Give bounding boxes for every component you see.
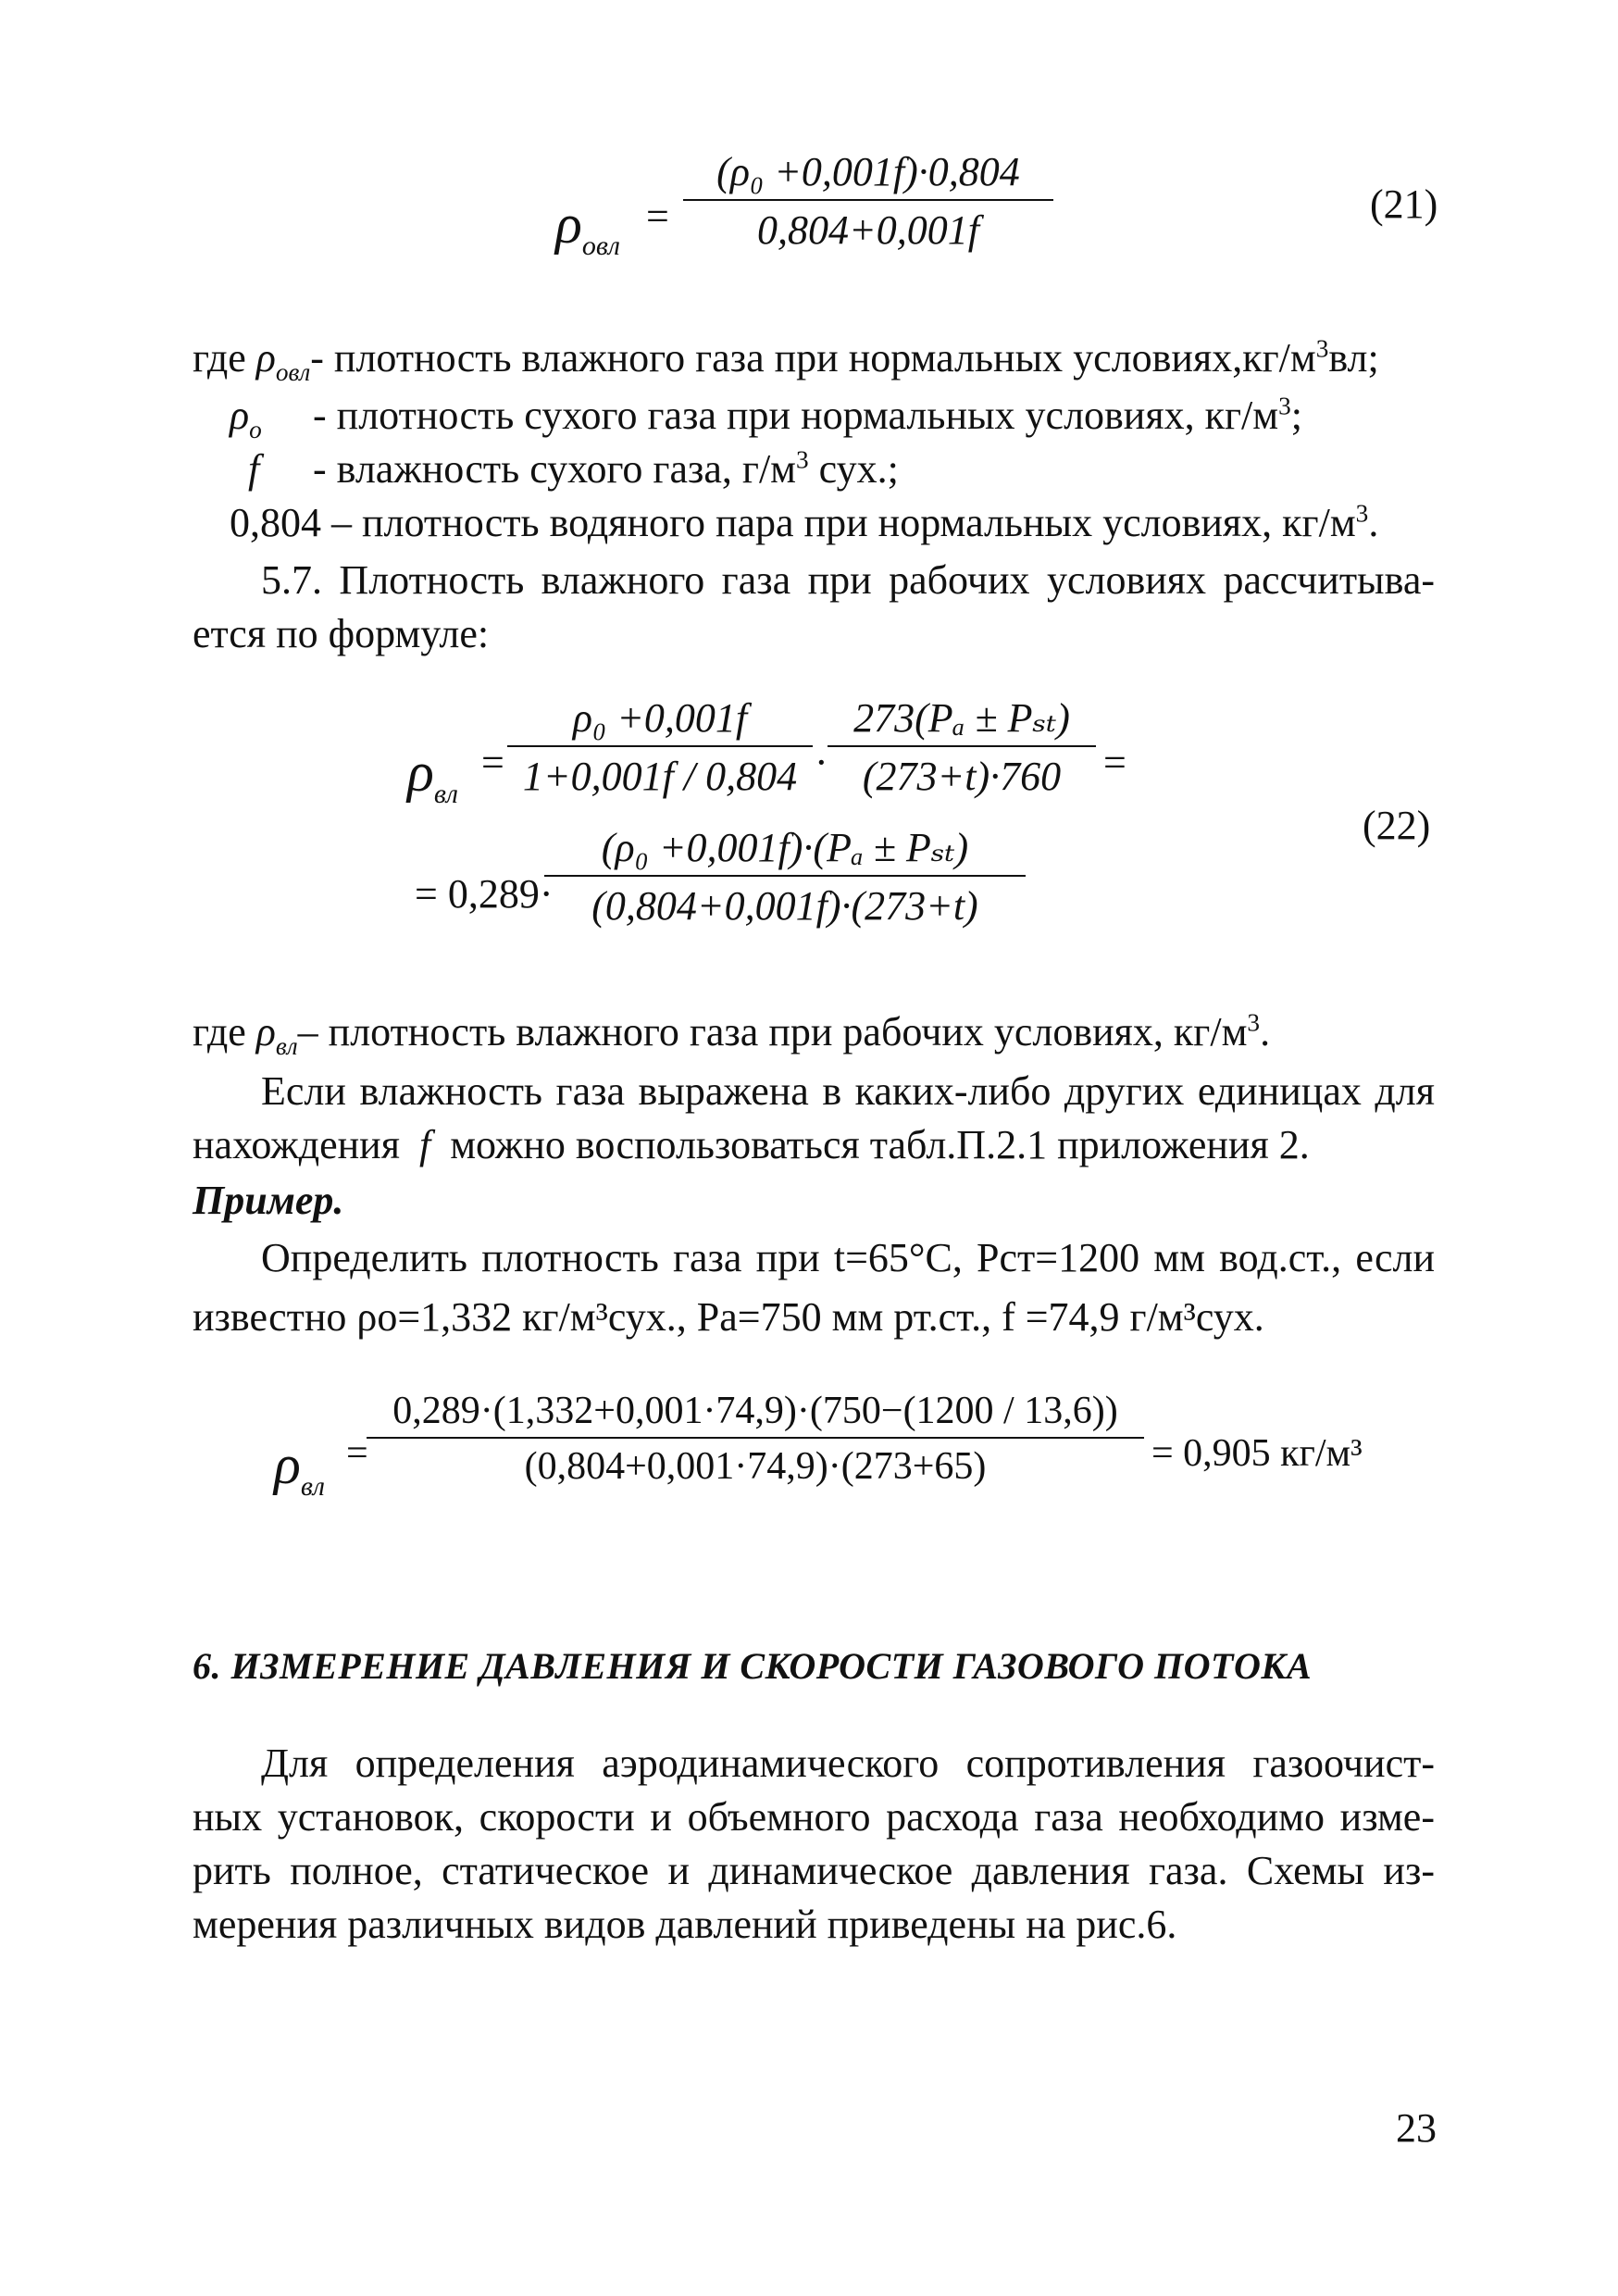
def-row: 0,804 – плотность водяного пара при нормальных условиях, $кг/м^3$. <box>230 499 1379 545</box>
eq21-denominator: 0,804+0,001f <box>757 207 979 253</box>
example-eq-lhs: $\rho_{вл}$ <box>274 1434 325 1502</box>
example-eq-fraction: $\frac{0,289\cdot(1,332+0,001\cdot 74,9)\cdot(750-(1200 / 13,6))}{(0,804+0,001\cdot 74,9)\cdot(273+65)}$ <box>367 1389 1144 1489</box>
where1-text: - плотность влажного газа при нормальных условиях,кг/м <box>310 335 1316 381</box>
eq22-trailing-equals: = <box>1103 740 1126 785</box>
eq21-lhs-sub: овл <box>581 231 620 261</box>
eq22-fraction-2: 273(Pₐ ± Pₛₜ) (273+t)·760 <box>828 694 1096 800</box>
eq21-numerator: (ρ₀ +0,001f)·0,804 <box>683 148 1053 201</box>
where-line-1 <box>193 331 1433 385</box>
def-symbol: $\rho_о$ <box>230 393 262 443</box>
section-6-line-1: Для определения аэродинамического сопротивления газоочист- <box>261 1741 1435 1786</box>
def-symbol: f <box>248 446 260 492</box>
moisture-paragraph-line-1: Если влажность газа выражена в каких-либо других единицах для <box>261 1068 1435 1114</box>
def-symbol: 0,804 <box>230 500 321 545</box>
equation-22 <box>0 685 1618 981</box>
def-row: f - влажность сухого газа, $г/м^3$ сух.; <box>248 443 899 496</box>
paragraph-5-7-line-1: 5.7. Плотность влажного газа при рабочих условиях рассчитыва- <box>261 557 1435 603</box>
example-eq-equals: = <box>346 1432 368 1475</box>
paragraph-5-7-line-2: ется по формуле: <box>193 611 490 656</box>
eq22-equals: = <box>481 740 504 785</box>
moisture-paragraph-line-2: нахождения f можно воспользоваться табл.П.2.1 приложения 2. <box>193 1122 1310 1167</box>
eq21-lhs-symbol: ρ <box>555 193 582 255</box>
example-line-2: известно ρо=1,332 кг/м³сух., Pа=750 мм рт.ст., f =74,9 г/м³сух. <box>193 1294 1264 1340</box>
eq21-fraction <box>683 148 1053 254</box>
example-title: Пример. <box>193 1178 344 1223</box>
where-line-2: где $\rho_{вл}-$ плотность влажного газа при рабочих условиях, $кг/м^3$. <box>193 1008 1271 1060</box>
eq22-fraction-3: (ρ₀ +0,001f)·(Pₐ ± Pₛₜ) (0,804+0,001f)·(273+t) <box>544 824 1026 930</box>
eq22-fraction-1: $\frac{\text{ρ₀ +0,001f}}{1+0,001f / 0,804}$ <box>507 694 813 800</box>
example-equation <box>0 1379 1618 1528</box>
section-6-line-3: рить полное, статическое и динамическое давления газа. Схемы из- <box>193 1848 1435 1893</box>
eq21-lhs <box>555 193 620 261</box>
example-eq-result: = 0,905 кг/м³ <box>1151 1432 1363 1475</box>
where2-symbol: $\rho_{вл}$ <box>255 1009 298 1060</box>
eq22-dot: · <box>815 740 828 785</box>
where1-sup: 3 <box>1315 334 1329 363</box>
equation-21 <box>0 139 1618 287</box>
where1-tail: вл; <box>1328 335 1379 381</box>
eq22-line2-prefix: = 0,289· <box>415 871 554 917</box>
where1-symbol: $\rho_{овл}$ <box>255 335 311 386</box>
eq21-number: (21) <box>1370 181 1438 227</box>
section-6-line-2: ных установок, скорости и объемного расхода газа необходимо изме- <box>193 1794 1435 1840</box>
eq21-equals: = <box>646 193 669 239</box>
where1-intro: где <box>193 335 246 381</box>
eq22-number: (22) <box>1363 803 1431 848</box>
section-6-heading: 6. ИЗМЕРЕНИЕ ДАВЛЕНИЯ И СКОРОСТИ ГАЗОВОГО ПОТОКА <box>193 1645 1313 1687</box>
def-row: $\rho_о$ - плотность сухого газа при нормальных условиях, $кг/м^3$; <box>230 389 1302 443</box>
page-number: 23 <box>1396 2105 1437 2151</box>
moisture-symbol: f <box>418 1122 431 1167</box>
eq22-lhs: $\rho_{вл}$ <box>407 742 458 809</box>
section-6-line-4: мерения различных видов давлений приведены на рис.6. <box>193 1902 1177 1947</box>
example-line-1: Определить плотность газа при t=65°C, Pст=1200 мм вод.ст., если <box>261 1235 1435 1280</box>
